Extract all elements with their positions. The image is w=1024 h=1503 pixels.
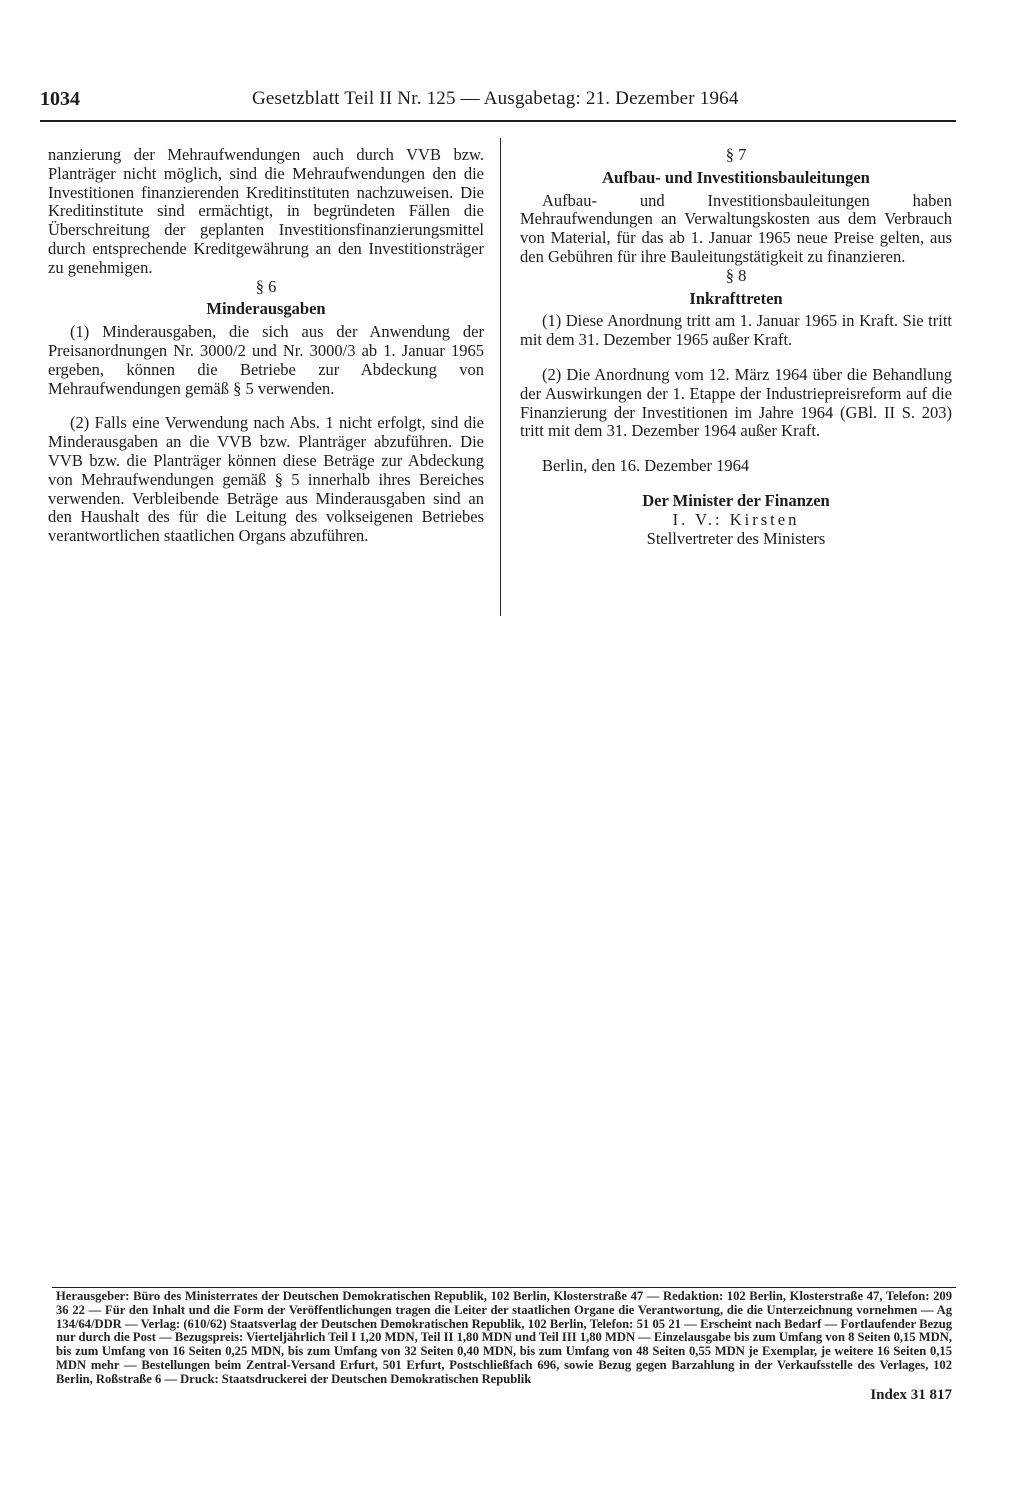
section-8-title: Inkrafttreten (689, 288, 783, 308)
section-8-paragraph-1: (1) Diese Anordnung tritt am 1. Januar 1965 in Kraft. Sie tritt mit dem 31. Dezember 1965 außer Kraft. (520, 311, 952, 350)
section-7-number: § 7 (725, 145, 747, 164)
header-rule (40, 120, 956, 122)
page-number: 1034 (40, 88, 80, 110)
index-number: Index 31 817 (870, 1387, 952, 1403)
imprint: Herausgeber: Büro des Ministerrates der Deutschen Demokratischen Republik, 102 Berlin, Klosterstraße 47 — Redaktion: 102 Berlin, Klosterstraße 47, Telefon: 209 36 22 — Für den Inhalt und die Form der Veröffentlichungen tragen die Leiter der staatlichen Organe die Verantwortung, die die Unterzeichnung vornehmen — Ag 134/64/DDR — Verlag: (610/62) Staatsverlag der Deutschen Demokratischen Republik, 102 Berlin, Telefon: 51 05 21 — Erscheint nach Bedarf — Fortlaufender Bezug nur durch die Post — Bezugspreis: Vierteljährlich Teil I 1,20 MDN, Teil II 1,80 MDN und Teil III 1,80 MDN — Einzelausgabe bis zum Umfang von 8 Seiten 0,15 MDN, bis zum Umfang von 16 Seiten 0,25 MDN, bis zum Umfang von 32 Seiten 0,40 MDN, bis zum Umfang von 48 Seiten 0,55 MDN je Exemplar, je weitere 16 Seiten 0,15 MDN mehr — Bestellungen beim Zentral-Versand Erfurt, 501 Erfurt, Postschließfach 696, sowie Bezug gegen Barzahlung in der Verkaufsstelle des Verlages, 102 Berlin, Roßstraße 6 — Druck: Staatsdruckerei der Deutschen Demokratischen Republik (56, 1289, 952, 1386)
section-6-paragraph-2: (2) Falls eine Verwendung nach Abs. 1 nicht erfolgt, sind die Minderausgaben an die VVB bzw. Planträger abzuführen. Die VVB bzw. die Planträger können diese Beträge zur Abdeckung von Mehraufwendungen gemäß § 5 innerhalb ihres Bereiches verwenden. Verbleibende Beträge aus Minderausgaben sind an den Haushalt des für die Leitung des volkseigenen Betriebes verantwortlichen staatlichen Organs abzuführen. (48, 413, 484, 546)
date-line: Berlin, den 16. Dezember 1964 (542, 456, 750, 476)
running-head: Gesetzblatt Teil II Nr. 125 — Ausgabetag: 21. Dezember 1964 (252, 88, 739, 109)
section-7-title: Aufbau- und Investitionsbauleitungen (602, 167, 870, 187)
footer-rule (52, 1287, 956, 1288)
column-divider (500, 138, 501, 616)
left-column (48, 146, 484, 546)
section-6-number: § 6 (255, 276, 277, 296)
signatory-name: I. V.: Kirsten (672, 509, 800, 529)
continuation-paragraph: nanzierung der Mehraufwendungen auch durch VVB bzw. Planträger nicht möglich, sind die Mehraufwendungen den die Investitionen finanzierenden Kreditinstituten nachzuweisen. Die Kreditinstitute sind ermächtigt, in begründeten Fällen die Überschreitung der geplanten Investitionsfinanzierungsmittel durch entsprechende Kreditgewährung an den Investitionsträger zu genehmigen. (48, 145, 484, 277)
section-6-paragraph-1: (1) Minderausgaben, die sich aus der Anwendung der Preisanordnungen Nr. 3000/2 und Nr. 3000/3 ab 1. Januar 1965 ergeben, können die Betriebe zur Abdeckung von Mehraufwendungen gemäß § 5 verwenden. (48, 322, 484, 398)
section-7-paragraph-1: Aufbau- und Investitionsbauleitungen haben Mehraufwendungen an Verwaltungskosten aus dem Verbrauch von Material, für das ab 1. Januar 1965 neue Preise gelten, aus den Gebühren für ihre Bauleitungstätigkeit zu finanzieren. (520, 190, 952, 266)
section-8-paragraph-2: (2) Die Anordnung vom 12. März 1964 über die Behandlung der Auswirkungen der 1. Etappe der Industriepreisreform auf die Finanzierung der Investitionen im Jahre 1964 (GBl. II S. 203) tritt mit dem 31. Dezember 1964 außer Kraft. (520, 364, 952, 441)
right-column (520, 146, 952, 548)
signatory-role: Stellvertreter des Ministers (646, 528, 826, 548)
section-6-title: Minderausgaben (206, 299, 326, 319)
section-8-number: § 8 (725, 265, 747, 285)
signatory-title: Der Minister der Finanzen (642, 490, 830, 510)
